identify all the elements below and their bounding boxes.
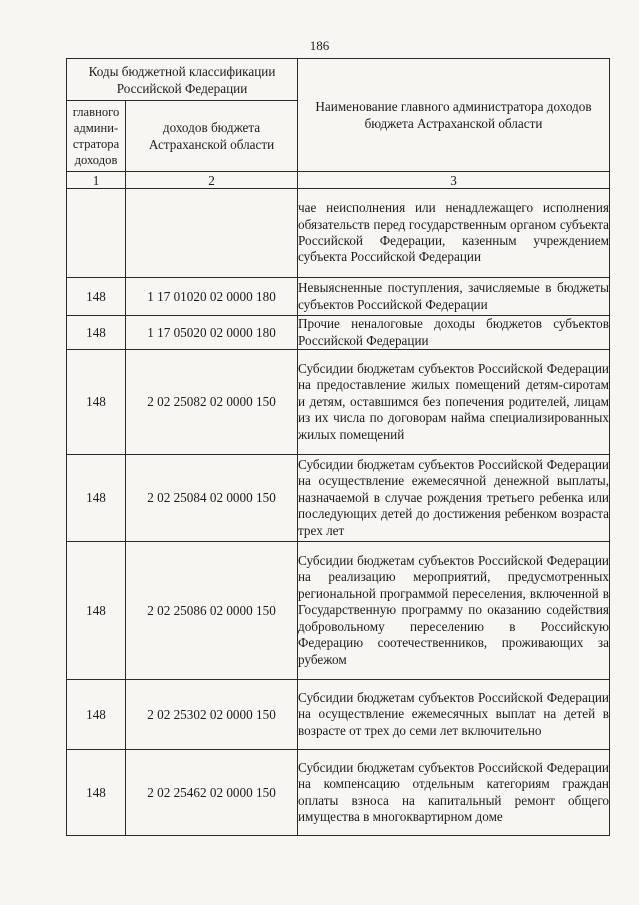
income-name-cell: Прочие неналоговые доходы бюджетов субъектов Российской Федерации: [298, 316, 609, 348]
income-code-cell: 2 02 25462 02 0000 150: [126, 750, 298, 836]
income-code-cell: 2 02 25084 02 0000 150: [126, 455, 298, 542]
income-code-cell: 2 02 25082 02 0000 150: [126, 350, 298, 455]
table-row: [67, 455, 610, 542]
table-row: [67, 278, 610, 316]
income-name-cell: чае неисполнения или ненадлежащего исполнения обязательств перед государственным органом субъекта Российской Федерации, казенным учреждением субъекта Российской Федерации: [298, 189, 610, 278]
page-number: 186: [309, 38, 330, 53]
admin-code-cell: 148: [67, 542, 126, 680]
header-col-number-3: 3: [298, 172, 610, 189]
budget-classification-table: [66, 58, 610, 836]
admin-code-cell: 148: [67, 455, 126, 542]
header-col-number-2: 2: [126, 172, 298, 189]
table-row: [67, 189, 610, 278]
table-row: [67, 680, 610, 750]
admin-code-cell: 148: [67, 350, 126, 455]
header-group-title: Коды бюджетной классификации Российской Федерации: [67, 59, 298, 101]
header-row-group: [67, 59, 610, 101]
header-col-number-1: 1: [67, 172, 126, 189]
income-code-cell: 1 17 05020 02 0000 180: [126, 316, 298, 350]
income-code-cell: 1 17 01020 02 0000 180: [126, 278, 298, 316]
income-code-cell: 2 02 25086 02 0000 150: [126, 542, 298, 680]
income-code-cell: [126, 189, 298, 278]
header-col1-title: главного админи-стратора доходов: [67, 101, 126, 172]
header-col3-title: Наименование главного администратора доходов бюджета Астраханской области: [298, 59, 610, 172]
income-name-cell: Субсидии бюджетам субъектов Российской Федерации на компенсацию отдельным категориям граждан оплаты взноса на капитальный ремонт общего имущества в многоквартирном доме: [298, 750, 610, 836]
income-name-cell: Субсидии бюджетам субъектов Российской Федерации на предоставление жилых помещений детям-сиротам и детям, оставшимся без попечения родителей, лицам из их числа по договорам найма специализированных жилых помещений: [298, 350, 610, 455]
table-row: [67, 316, 610, 350]
header-col2-title: доходов бюджета Астраханской области: [126, 101, 298, 172]
header-row-numbers: [67, 172, 610, 189]
income-name-cell: Субсидии бюджетам субъектов Российской Федерации на осуществление ежемесячной денежной выплаты, назначаемой в случае рождения третьего ребенка или последующих детей до достижения ребенком возраста трех лет: [298, 455, 610, 542]
admin-code-cell: 148: [67, 316, 126, 350]
income-name-cell: Невыясненные поступления, зачисляемые в бюджеты субъектов Российской Федерации: [298, 278, 610, 316]
admin-code-cell: 148: [67, 750, 126, 836]
table-row: [67, 542, 610, 680]
admin-code-cell: [67, 189, 126, 278]
admin-code-cell: 148: [67, 278, 126, 316]
income-name-cell: Субсидии бюджетам субъектов Российской Федерации на реализацию мероприятий, предусмотренных региональной программой переселения, включенной в Государственную программу по оказанию содействия добровольному переселению в Российскую Федерацию соотечественников, проживающих за рубежом: [298, 542, 610, 680]
admin-code-cell: 148: [67, 680, 126, 750]
table-row: [67, 750, 610, 836]
income-name-cell: Субсидии бюджетам субъектов Российской Федерации на осуществление ежемесячных выплат на детей в возрасте от трех до семи лет включительно: [298, 680, 610, 750]
income-code-cell: 2 02 25302 02 0000 150: [126, 680, 298, 750]
table-row: [67, 350, 610, 455]
